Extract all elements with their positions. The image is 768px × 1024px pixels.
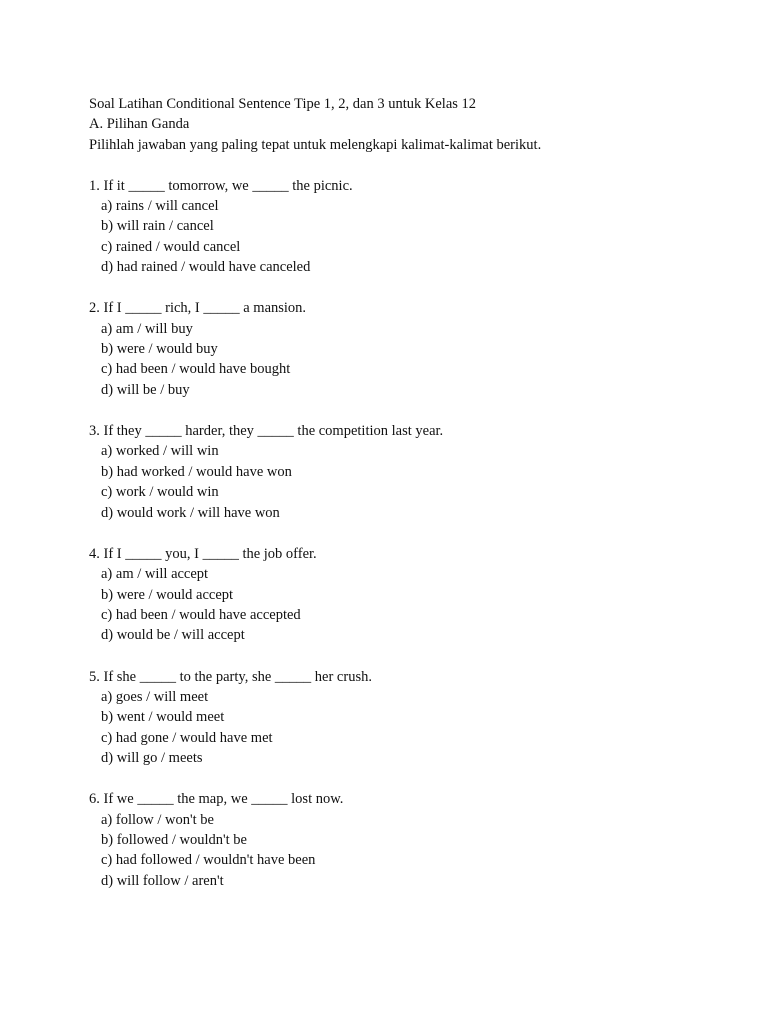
question-text: 2. If I _____ rich, I _____ a mansion. (89, 300, 307, 317)
question-text: 1. If it _____ tomorrow, we _____ the picnic. (89, 177, 353, 194)
question-6 (89, 789, 729, 891)
question-text: 4. If I _____ you, I _____ the job offer. (89, 545, 317, 562)
option-b: b) were / would accept (101, 586, 234, 603)
question-3 (89, 421, 729, 523)
question-4 (89, 544, 729, 646)
option-a: a) worked / will win (101, 443, 219, 460)
option-a: a) follow / won't be (101, 811, 214, 828)
option-c: c) had been / would have bought (101, 361, 291, 378)
option-c: c) rained / would cancel (101, 238, 241, 255)
option-a: a) am / will buy (101, 320, 193, 337)
option-c: c) had followed / wouldn't have been (101, 852, 316, 869)
section-heading: A. Pilihan Ganda (89, 116, 190, 133)
question-5 (89, 667, 729, 769)
instruction-text: Pilihlah jawaban yang paling tepat untuk melengkapi kalimat-kalimat berikut. (89, 136, 542, 153)
question-list (89, 176, 729, 892)
option-b: b) went / would meet (101, 709, 225, 726)
option-c: c) work / would win (101, 484, 219, 501)
option-d: d) would work / will have won (101, 504, 280, 521)
option-b: b) will rain / cancel (101, 218, 214, 235)
option-d: d) will be / buy (101, 381, 190, 398)
option-c: c) had gone / would have met (101, 729, 273, 746)
option-c: c) had been / would have accepted (101, 606, 301, 623)
question-text: 6. If we _____ the map, we _____ lost now. (89, 791, 344, 808)
question-text: 5. If she _____ to the party, she _____ her crush. (89, 668, 372, 685)
question-2 (89, 298, 729, 400)
question-1 (89, 176, 729, 278)
option-b: b) were / would buy (101, 341, 218, 358)
option-d: d) had rained / would have canceled (101, 259, 311, 276)
option-d: d) will follow / aren't (101, 872, 224, 889)
option-b: b) had worked / would have won (101, 463, 292, 480)
option-a: a) am / will accept (101, 566, 209, 583)
option-d: d) would be / will accept (101, 627, 245, 644)
option-b: b) followed / wouldn't be (101, 832, 247, 849)
question-text: 3. If they _____ harder, they _____ the competition last year. (89, 423, 444, 440)
option-a: a) goes / will meet (101, 688, 209, 705)
document-title: Soal Latihan Conditional Sentence Tipe 1, 2, dan 3 untuk Kelas 12 (89, 96, 477, 112)
option-a: a) rains / will cancel (101, 197, 219, 214)
document-page (89, 94, 729, 912)
option-d: d) will go / meets (101, 750, 203, 767)
